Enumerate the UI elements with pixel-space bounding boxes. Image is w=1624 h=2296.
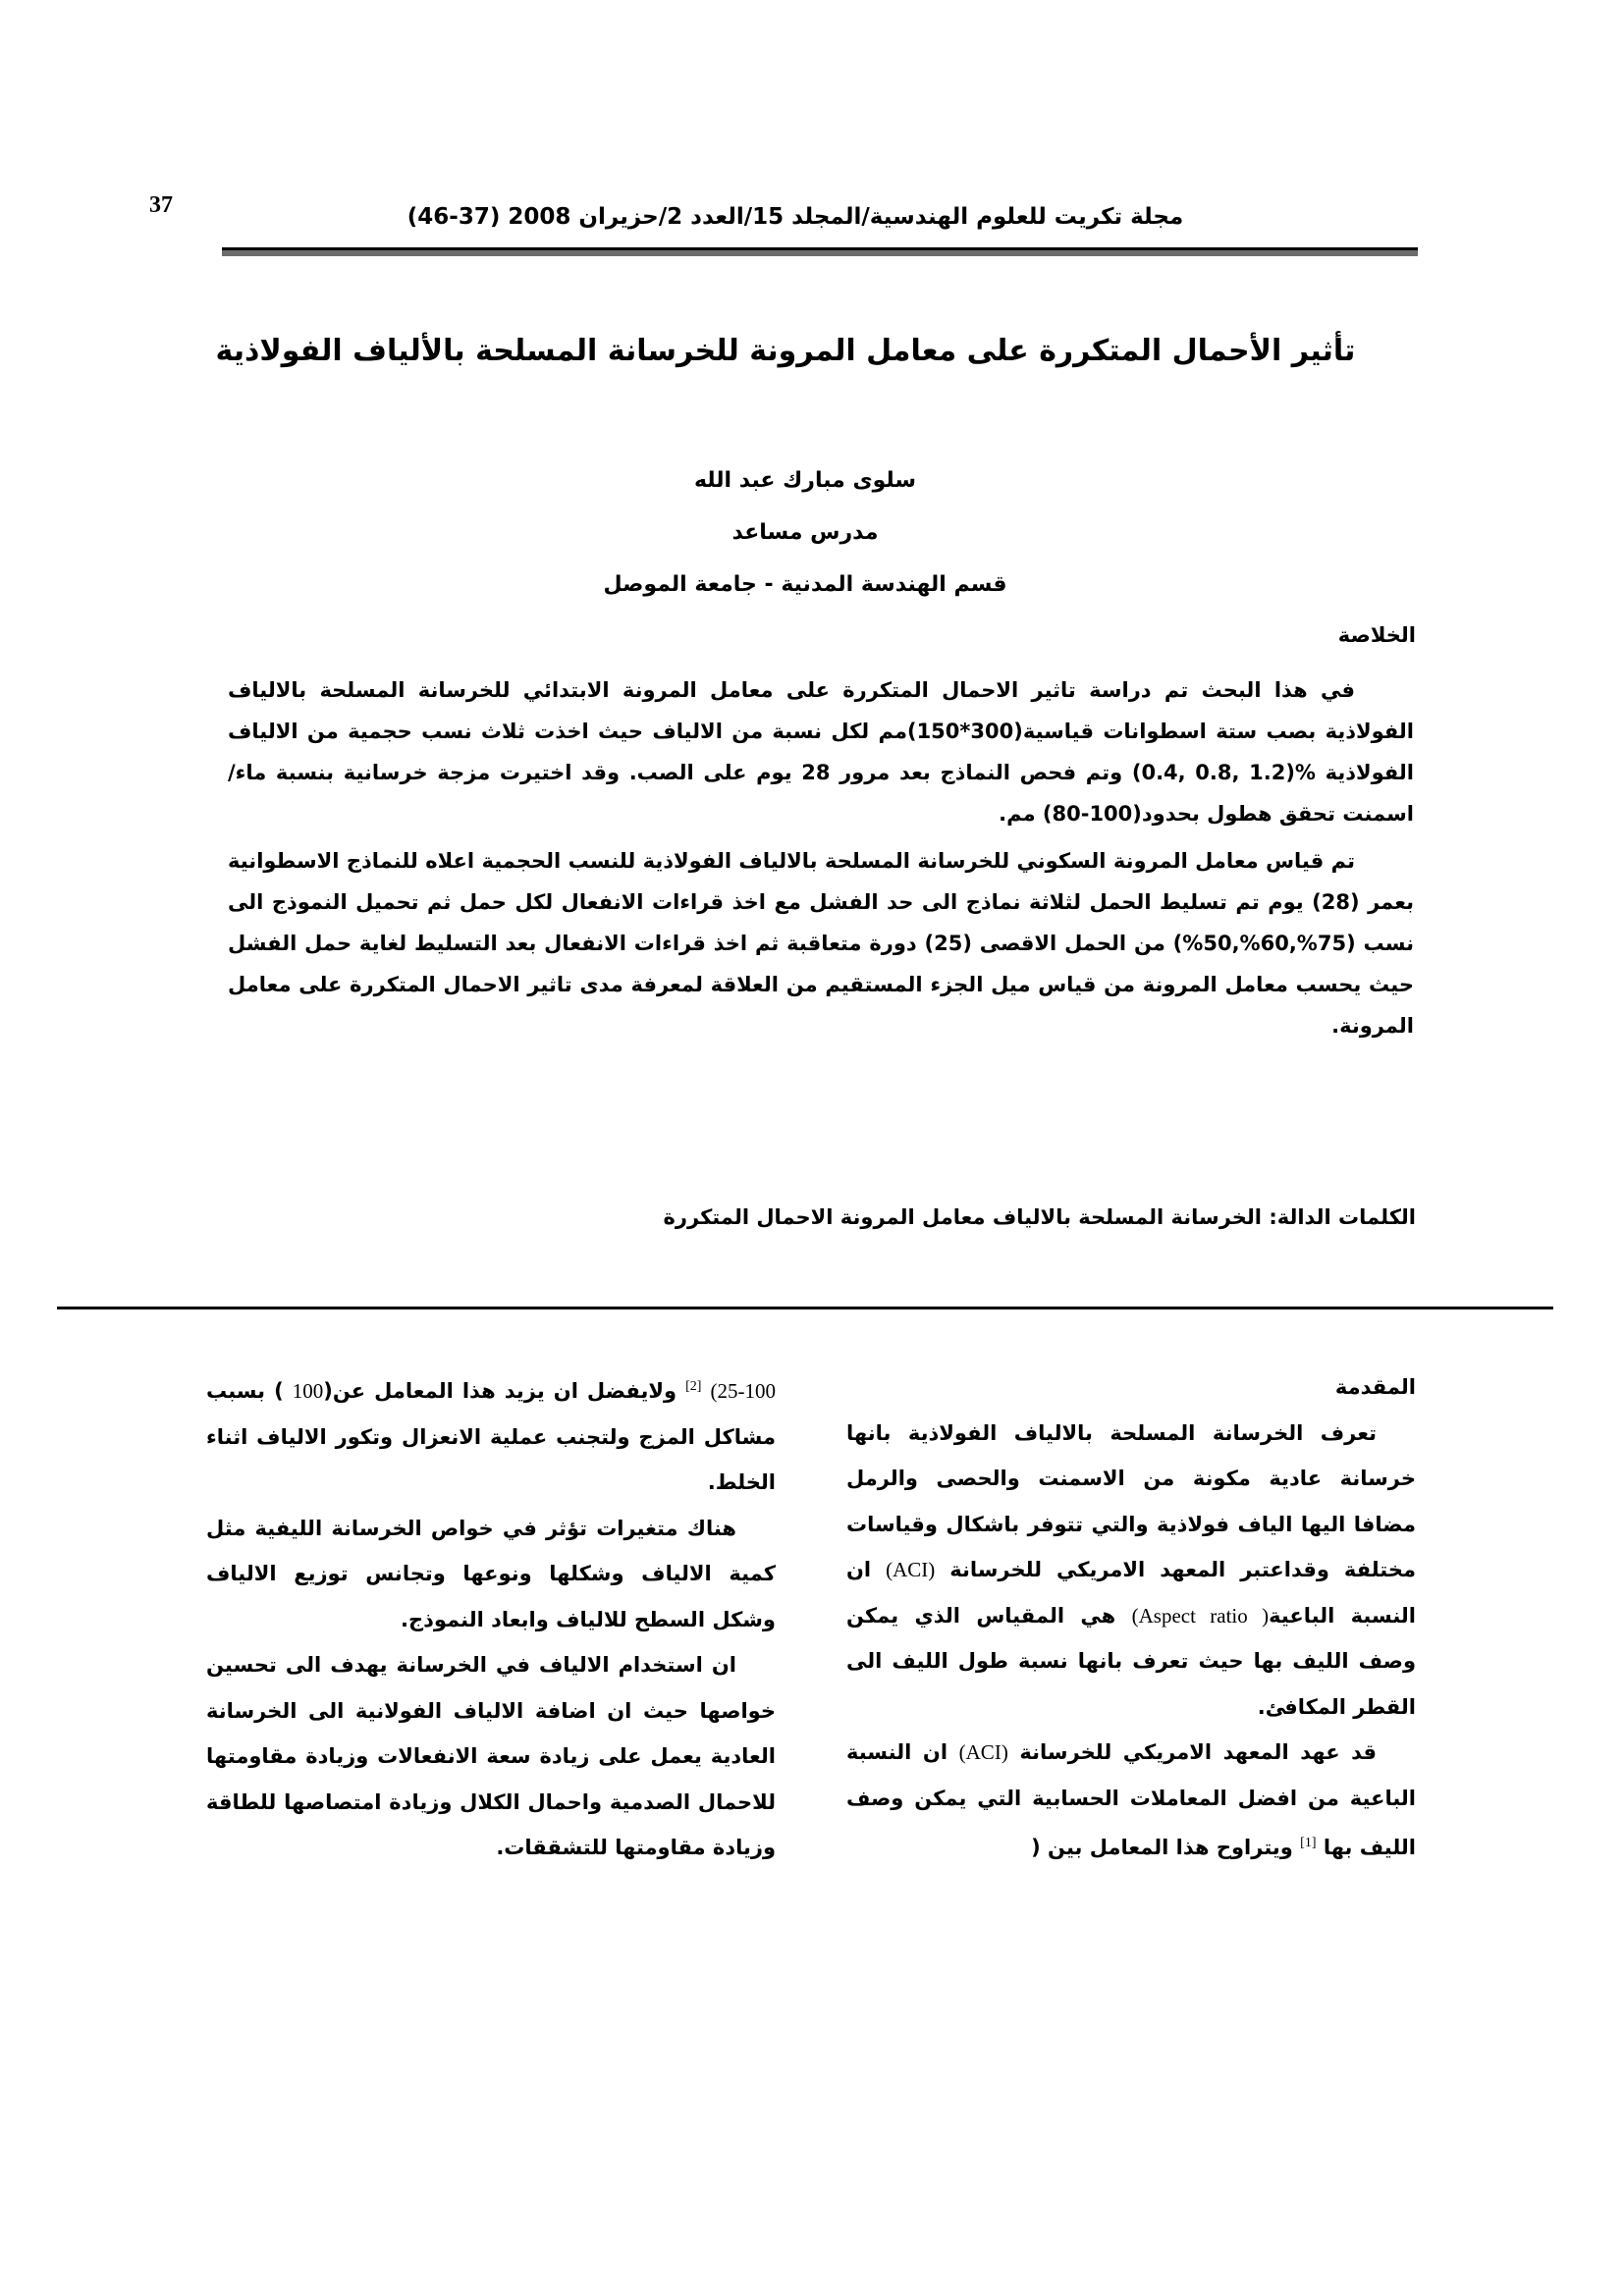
intro-text: ان النسبة الباعية bbox=[846, 1558, 1416, 1628]
intro-right-column bbox=[846, 1364, 1416, 1871]
keywords-label: الكلمات الدالة: bbox=[1269, 1205, 1416, 1229]
intro-text: ) بسبب مشاكل المزج ولتجنب عملية الانعزال وتكور الالياف اثناء الخلط. bbox=[206, 1379, 776, 1494]
abstract-paragraph: تم قياس معامل المرونة السكوني للخرسانة المسلحة بالالياف الفولاذية للنسب الحجمية اعلاه للنماذج الاسطوانية بعمر (28) يوم تم تسليط الحمل لثلاثة نماذج الى حد الفشل مع اخذ قراءات الانفعال لكل حمل ثم تحميل النموذج الى نسب (75%,60%,50%) من الحمل الاقصى (25) دورة متعاقبة ثم اخذ قراءات الانفعال بعد التسليط لغاية حمل الفشل حيث يحسب معامل المرونة من قياس ميل الجزء المستقيم من العلاقة لمعرفة مدى تاثير الاحمال المتكررة على معامل المرونة. bbox=[228, 849, 1415, 1038]
author-name: سلوى مبارك عبد الله bbox=[693, 468, 917, 493]
keywords-line bbox=[664, 1205, 1416, 1229]
abstract-heading: الخلاصة bbox=[1337, 623, 1416, 647]
paper-title: تأثير الأحمال المتكررة على معامل المرونة للخرسانة المسلحة بالألياف الفولاذية bbox=[215, 334, 1356, 368]
header-rule bbox=[222, 247, 1418, 256]
citation-ref: [1] bbox=[1300, 1836, 1317, 1850]
intro-text: تعرف الخرسانة المسلحة بالالياف الفولاذية بانها خرسانة عادية مكونة من الاسمنت والحصى والرمل مضافا اليها الياف فولاذية والتي تتوفر باشكال وقياسات مختلفة وقداعتبر المعهد الامريكي للخرسانة bbox=[846, 1420, 1416, 1581]
intro-text: هي المقياس الذي يمكن وصف الليف بها حيث تعرف بانها نسبة طول الليف الى القطر المكافئ. bbox=[846, 1603, 1416, 1719]
intro-paragraph bbox=[846, 1730, 1416, 1871]
section-divider bbox=[57, 1307, 1553, 1309]
author-block bbox=[491, 461, 1119, 617]
introduction-heading: المقدمة bbox=[1334, 1375, 1416, 1399]
acronym-aci: (ACI) bbox=[958, 1740, 1008, 1764]
acronym-aci: (ACI) bbox=[886, 1558, 936, 1581]
keywords-text: الخرسانة المسلحة بالالياف معامل المرونة الاحمال المتكررة bbox=[663, 1205, 1262, 1229]
journal-running-header: مجلة تكريت للعلوم الهندسية/المجلد 15/العدد 2/حزيران 2008 (37-46) bbox=[406, 204, 1184, 230]
intro-paragraph: ان استخدام الالياف في الخرسانة يهدف الى تحسين خواصها حيث ان اضافة الالياف الفولانية الى الخرسانة العادية يعمل على زيادة سعة الانفعالات وزيادة مقاومتها للاحمال الصدمية واحمال الكلال وزيادة امتصاصها للطاقة وزيادة مقاومتها للتشققات. bbox=[206, 1653, 776, 1859]
intro-left-column bbox=[206, 1364, 776, 1871]
abstract-body bbox=[228, 669, 1414, 1046]
intro-text: قد عهد المعهد الامريكي للخرسانة bbox=[1019, 1740, 1378, 1764]
aspect-ratio-term: ( Aspect ratio) bbox=[1131, 1603, 1270, 1628]
intro-text: ان النسبة الباعية من افضل المعاملات الحسابية التي يمكن وصف الليف بها bbox=[846, 1740, 1416, 1859]
author-position: مدرس مساعد bbox=[731, 520, 879, 545]
page-number: 37 bbox=[149, 192, 173, 218]
citation-ref: [2] bbox=[685, 1379, 702, 1394]
limit-value: 100 bbox=[292, 1379, 324, 1403]
intro-paragraph: هناك متغيرات تؤثر في خواص الخرسانة الليفية مثل كمية الالياف وشكلها ونوعها وتجانس توزيع الالياف وشكل السطح للالياف وابعاد النموذج. bbox=[206, 1516, 776, 1631]
intro-paragraph bbox=[206, 1364, 776, 1506]
intro-paragraph bbox=[846, 1411, 1416, 1731]
range-value: 25-100) bbox=[710, 1379, 776, 1403]
abstract-paragraph: في هذا البحث تم دراسة تاثير الاحمال المتكررة على معامل المرونة الابتدائي للخرسانة المسلحة بالالياف الفولاذية بصب ستة اسطوانات قياسية(300*150)مم لكل نسبة من الالياف حيث اخذت ثلاث نسب حجمية من الالياف الفولاذية %(1.2 ,0.8 ,0.4) وتم فحص النماذج بعد مرور 28 يوم على الصب. وقد اختيرت مزجة خرسانية بنسبة ماء/اسمنت تحقق هطول بحدود(100-80) مم. bbox=[228, 678, 1415, 826]
author-affiliation: قسم الهندسة المدنية - جامعة الموصل bbox=[603, 572, 1007, 597]
intro-text: ولايفضل ان يزيد هذا المعامل عن( bbox=[323, 1379, 677, 1403]
intro-text: ويتراوح هذا المعامل بين ( bbox=[1031, 1836, 1293, 1859]
